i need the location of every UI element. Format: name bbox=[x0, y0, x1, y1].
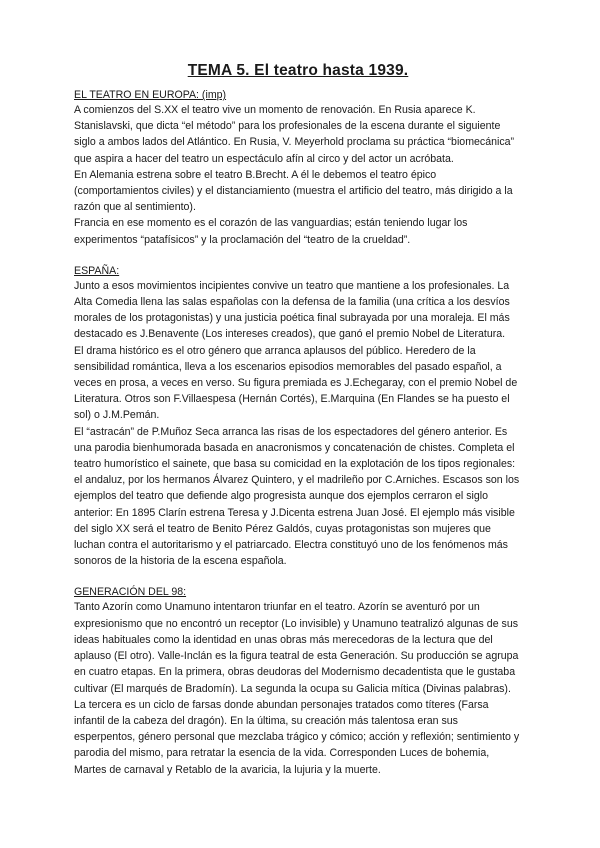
section-espana bbox=[74, 264, 522, 570]
section-heading: ESPAÑA: bbox=[74, 264, 120, 277]
paragraph: El drama histórico es el otro género que arranca aplausos del público. Heredero de la sensibilidad romántica, lleva a los escenarios episodios memorables del pasado español, a veces en prosa, a veces en verso. Su figura premiada es J.Echegaray, con el premio Nobel de Literatura. Otros son F.Villaespesa (Hernán Cortés), E.Marquina (En Flandes se ha puesto el sol) o J.M.Pemán. bbox=[74, 344, 518, 422]
paragraph: En Alemania estrena sobre el teatro B.Brecht. A él le debemos el teatro épico (comportamientos civiles) y el distanciamiento (muestra el artificio del teatro, más dirigido a la razón que al sentimiento). bbox=[74, 168, 513, 214]
paragraph: A comienzos del S.XX el teatro vive un momento de renovación. En Rusia aparece K. Stanislavski, que dicta “el método” para los profesionales de la escena durante el siguiente siglo a ambos lados del Atlántico. En Rusia, V. Meyerhold proclama su práctica “biomecánica” que aspira a hacer del teatro un espectáculo afín al circo y del actor un acróbata. bbox=[74, 104, 515, 165]
paragraph: Tanto Azorín como Unamuno intentaron triunfar en el teatro. Azorín se aventuró por un expresionismo que no encontró un receptor (Lo invisible) y Unamuno teatralizó algunas de sus ideas habituales como la identidad en unas obras más merecedoras de la lectura que del aplauso (El otro). Valle-Inclán es la figura teatral de esta Generación. Su producción se agrupa en cuatro etapas. En la primera, obras deudoras del Modernismo decadentista que le gustaba cultivar (El marqués de Bradomín). La segunda la ocupa su Galicia mítica (Divinas palabras). La tercera es un ciclo de farsas donde abundan personajes tratados como títeres (Farsa infantil de la cabeza del dragón). En la última, su creación más talentosa eran sus esperpentos, género personal que mezclaba trágico y cómico; acción y reflexión; sentimiento y parodia del mismo, para retratar la esencia de la vida. Corresponden Luces de bohemia, Martes de carnaval y Retablo de la avaricia, la lujuria y la muerte. bbox=[74, 601, 520, 776]
section-europa bbox=[74, 88, 522, 248]
paragraph: El “astracán” de P.Muñoz Seca arranca las risas de los espectadores del género anterior. Es una parodia bienhumorada basada en anacronismos y concatenación de chistes. Completa el teatro humorístico el sainete, que basa su comicidad en la explotación de los tipos regionales: el andaluz, por los hermanos Álvarez Quintero, y el madrileño por C.Arniches. Escasos son los ejemplos del teatro que defiende algo progresista aunque dos ejemplos cerraron el siglo anterior: En 1895 Clarín estrena Teresa y J.Dicenta estrena Juan José. El ejemplo más visible del siglo XX será el teatro de Benito Pérez Galdós, cuyas protagonistas son mujeres que luchan contra el autoritarismo y el patriarcado. Electra constituyó uno de los fenómenos más sonoros de la historia de la escena española. bbox=[74, 425, 520, 568]
spacer bbox=[74, 248, 522, 264]
paragraph: Junto a esos movimientos incipientes convive un teatro que mantiene a los profesionales. La Alta Comedia llena las salas españolas con la defensa de la familia (una crítica a los desvíos morales de los protagonistas) y una justicia poética final subrayada por una moraleja. El más destacado es J.Benavente (Los intereses creados), que ganó el premio Nobel de Literatura. bbox=[74, 279, 510, 341]
section-heading: GENERACIÓN DEL 98: bbox=[74, 586, 187, 599]
paragraph: Francia en ese momento es el corazón de las vanguardias; están teniendo lugar los experimentos “patafísicos” y la proclamación del “teatro de la crueldad”. bbox=[74, 217, 468, 246]
document-title: TEMA 5. El teatro hasta 1939. bbox=[187, 62, 409, 79]
spacer bbox=[74, 569, 522, 585]
section-heading: EL TEATRO EN EUROPA: (imp) bbox=[74, 89, 227, 101]
section-generacion-98 bbox=[74, 585, 522, 777]
